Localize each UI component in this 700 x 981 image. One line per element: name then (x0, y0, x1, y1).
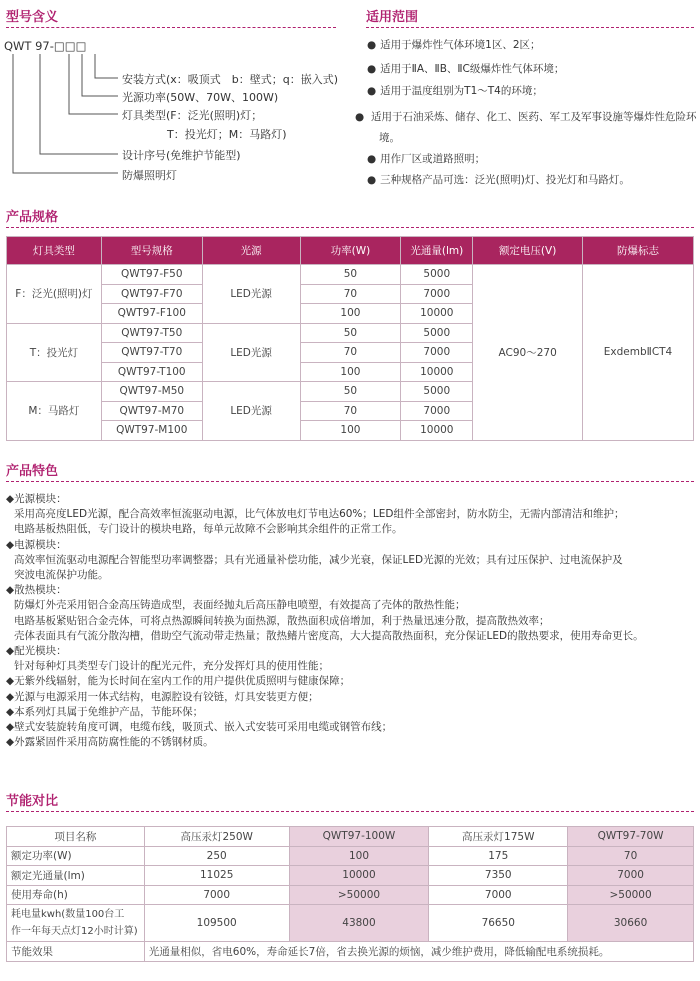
value-cell: >50000 (289, 885, 429, 905)
power-cell: 50 (300, 265, 401, 285)
value-cell: 70 (568, 846, 694, 866)
divider (6, 27, 336, 28)
model-cell: QWT97-T70 (101, 343, 202, 363)
effect-text: 光通量相似，省电60%，寿命延长7倍，省去换光源的烦恼，减少维护费用，降低输配电系统损耗。 (144, 942, 693, 962)
value-cell: >50000 (568, 885, 694, 905)
power-cell: 70 (300, 284, 401, 304)
feature-line: ◆光源与电源采用一体式结构，电源腔设有铰链，灯具安装更方便； (6, 690, 319, 703)
feature-line: 电路基板紧贴铝合金壳体，可将点热源瞬间转换为面热源，散热面积成倍增加，利于热量迅速分散，提高散热效率； (14, 614, 550, 627)
row-label: 节能效果 (7, 942, 145, 962)
ex-mark-cell: ExdembⅡCT4 (583, 265, 694, 441)
col-header: 项目名称 (7, 827, 145, 847)
col-header: 光通量(lm) (401, 237, 473, 265)
features-list (6, 492, 696, 750)
scope-item: ● 适用于石油采炼、储存、化工、医药、军工及军事设施等爆炸性危险环境。 (355, 111, 697, 144)
scope-title: 适用范围 (366, 10, 419, 25)
row-label: 使用寿命(h) (7, 885, 145, 905)
value-cell: 7000 (429, 885, 568, 905)
value-cell: 250 (144, 846, 289, 866)
model-item-install: 安装方式(x：吸顶式 b：壁式；q：嵌入式) (122, 73, 339, 86)
feature-line: 突波电流保护功能。 (14, 569, 109, 582)
flux-cell: 7000 (401, 284, 473, 304)
model-item-design: 设计序号(免维护节能型) (122, 149, 241, 162)
model-diagram-lines (0, 52, 130, 182)
flux-cell: 5000 (401, 265, 473, 285)
value-cell: 10000 (289, 866, 429, 886)
table-row (7, 942, 694, 962)
feature-line: ◆光源模块： (6, 493, 67, 505)
source-cell: LED光源 (202, 323, 300, 382)
feature-line: ◆散热模块： (6, 584, 67, 597)
comparison-table (6, 826, 694, 962)
model-item-type-cont: T：投光灯；M：马路灯) (167, 128, 287, 141)
feature-line: 针对每种灯具类型专门设计的配光元件，充分发挥灯具的使用性能； (14, 660, 329, 673)
scope-item: ● 三种规格产品可选：泛光(照明)灯、投光灯和马路灯。 (367, 174, 630, 186)
model-cell: QWT97-M50 (101, 382, 202, 402)
feature-line: 高效率恒流驱动电源配合智能型功率调整器；具有光通量补偿功能，减少光衰，保证LED光源的光效；具有过压保护、过电流保护及 (14, 553, 623, 566)
col-header: 高压汞灯175W (429, 827, 568, 847)
model-cell: QWT97-F70 (101, 284, 202, 304)
table-row (7, 885, 694, 905)
power-cell: 70 (300, 343, 401, 363)
specs-title: 产品规格 (6, 210, 59, 225)
feature-line: ◆无紫外线辐射，能为长时间在室内工作的用户提供优质照明与健康保障； (6, 675, 351, 688)
col-header: 防爆标志 (583, 237, 694, 265)
col-header: 光源 (202, 237, 300, 265)
flux-cell: 7000 (401, 401, 473, 421)
divider (6, 481, 694, 482)
flux-cell: 5000 (401, 382, 473, 402)
features-title: 产品特色 (6, 464, 59, 479)
power-cell: 100 (300, 421, 401, 441)
value-cell: 175 (429, 846, 568, 866)
source-cell: LED光源 (202, 382, 300, 441)
value-cell: 43800 (289, 905, 429, 942)
power-cell: 50 (300, 323, 401, 343)
value-cell: 7000 (568, 866, 694, 886)
value-cell: 7000 (144, 885, 289, 905)
value-cell: 7350 (429, 866, 568, 886)
model-cell: QWT97-M100 (101, 421, 202, 441)
source-cell: LED光源 (202, 265, 300, 324)
col-header: QWT97-100W (289, 827, 429, 847)
model-item-type: 灯具类型(F：泛光(照明)灯； (122, 109, 263, 122)
divider (6, 227, 694, 228)
comparison-title: 节能对比 (6, 794, 59, 809)
model-cell: QWT97-M70 (101, 401, 202, 421)
lamp-type-cell: M：马路灯 (7, 382, 102, 441)
scope-item: ● 适用于温度组别为T1～T4的环境； (367, 85, 543, 97)
power-cell: 50 (300, 382, 401, 402)
value-cell: 109500 (144, 905, 289, 942)
feature-line: 电路基板热阻低，专门设计的模块电路，每单元故障不会影响其余组件的正常工作。 (14, 523, 403, 536)
row-label: 耗电量kwh(数量100台工 作一年每天点灯12小时计算) (7, 905, 145, 942)
table-row (7, 846, 694, 866)
specs-header-row (7, 237, 694, 265)
flux-cell: 10000 (401, 421, 473, 441)
model-cell: QWT97-T50 (101, 323, 202, 343)
scope-item: ● 适用于ⅡA、ⅡB、ⅡC级爆炸性气体环境； (367, 63, 565, 75)
comparison-header-row (7, 827, 694, 847)
model-code: QWT 97-□□□ (4, 39, 87, 53)
specs-table (6, 236, 694, 441)
value-cell: 11025 (144, 866, 289, 886)
scope-item: ● 用作厂区或道路照明； (367, 153, 486, 165)
lamp-type-cell: T：投光灯 (7, 323, 102, 382)
divider (6, 811, 694, 812)
col-header: 功率(W) (300, 237, 401, 265)
flux-cell: 10000 (401, 362, 473, 382)
col-header: 额定电压(V) (473, 237, 583, 265)
feature-line: ◆本系列灯具属于免维护产品，节能环保； (6, 705, 204, 718)
feature-line: 采用高亮度LED光源，配合高效率恒流驱动电源，比气体放电灯节电达60%；LED组件全部密封，防水防尘，无需内部清洁和维护； (14, 508, 625, 521)
model-cell: QWT97-T100 (101, 362, 202, 382)
power-cell: 100 (300, 362, 401, 382)
power-cell: 70 (300, 401, 401, 421)
col-header: 高压汞灯250W (144, 827, 289, 847)
value-cell: 100 (289, 846, 429, 866)
value-cell: 76650 (429, 905, 568, 942)
scope-item: ● 适用于爆炸性气体环境1区、2区； (367, 39, 541, 51)
model-cell: QWT97-F50 (101, 265, 202, 285)
row-label: 额定功率(W) (7, 846, 145, 866)
feature-line: ◆外露紧固件采用高防腐性能的不锈钢材质。 (6, 736, 214, 749)
feature-line: 防爆灯外壳采用铝合金高压铸造成型，表面经抛丸后高压静电喷塑，有效提高了壳体的散热性能； (14, 599, 466, 612)
model-meaning-title: 型号含义 (6, 10, 59, 25)
feature-line: ◆壁式安装旋转角度可调，电缆布线，吸顶式、嵌入式安装可采用电缆或钢管布线； (6, 721, 393, 734)
lamp-type-cell: F：泛光(照明)灯 (7, 265, 102, 324)
col-header: 型号规格 (101, 237, 202, 265)
divider (366, 27, 694, 28)
voltage-cell: AC90～270 (473, 265, 583, 441)
value-cell: 30660 (568, 905, 694, 942)
table-row (7, 265, 694, 285)
table-row (7, 866, 694, 886)
col-header: QWT97-70W (568, 827, 694, 847)
col-header: 灯具类型 (7, 237, 102, 265)
flux-cell: 10000 (401, 304, 473, 324)
power-cell: 100 (300, 304, 401, 324)
feature-line: ◆电源模块： (6, 538, 67, 551)
model-item-power: 光源功率(50W、70W、100W) (122, 91, 279, 104)
row-label: 额定光通量(lm) (7, 866, 145, 886)
model-item-explosion: 防爆照明灯 (122, 169, 177, 182)
feature-line: 壳体表面具有气流分散沟槽，借助空气流动带走热量；散热鳍片密度高，大大提高散热面积，充分保证LED的散热要求，使用寿命更长。 (14, 629, 644, 642)
flux-cell: 7000 (401, 343, 473, 363)
feature-line: ◆配光模块： (6, 645, 67, 658)
flux-cell: 5000 (401, 323, 473, 343)
model-cell: QWT97-F100 (101, 304, 202, 324)
table-row (7, 905, 694, 942)
